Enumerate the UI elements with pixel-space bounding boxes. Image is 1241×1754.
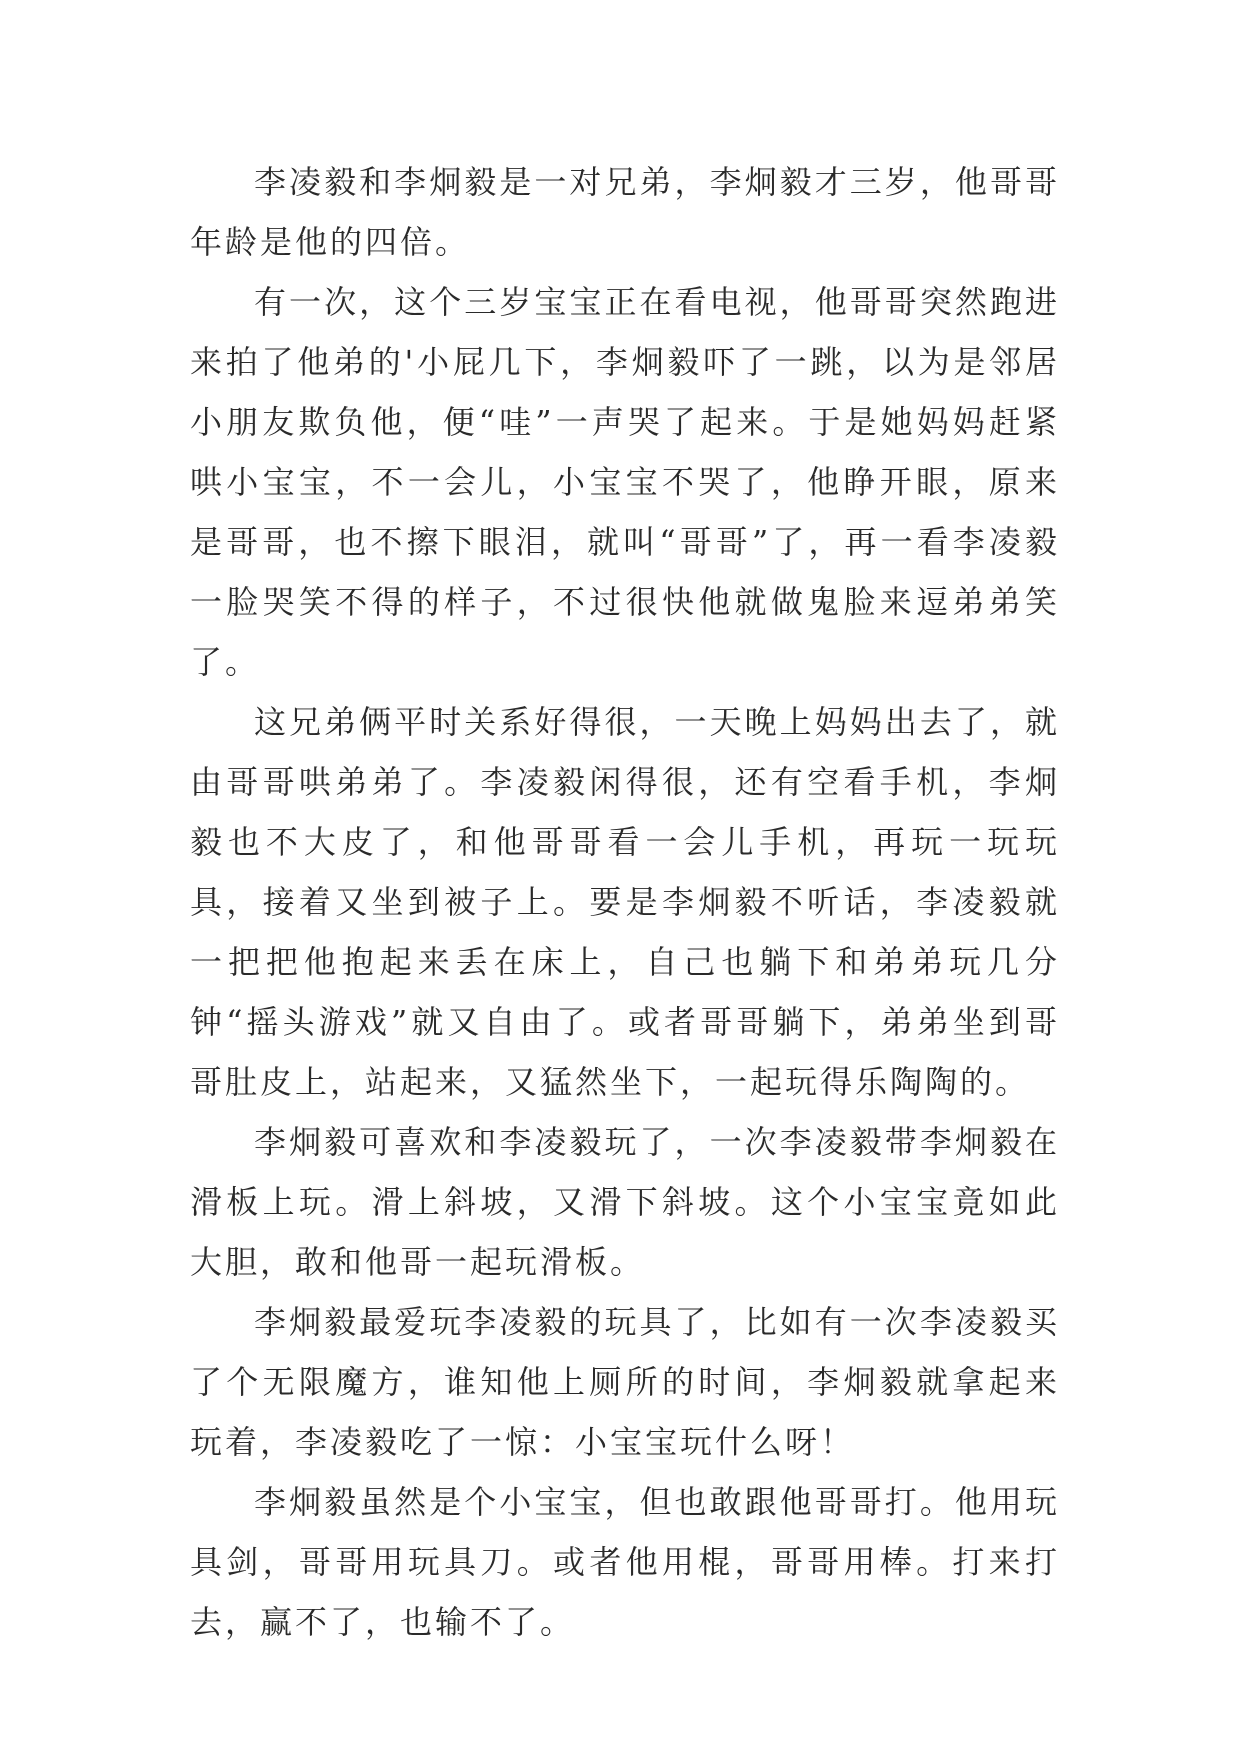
paragraph: 李炯毅最爱玩李凌毅的玩具了，比如有一次李凌毅买了个无限魔方，谁知他上厕所的时间，李炯毅就拿起来玩着，李凌毅吃了一惊：小宝宝玩什么呀！ bbox=[190, 1303, 1060, 1461]
document-body bbox=[190, 152, 1060, 1652]
paragraph: 李凌毅和李炯毅是一对兄弟，李炯毅才三岁，他哥哥年龄是他的四倍。 bbox=[190, 163, 1060, 261]
paragraph: 李炯毅可喜欢和李凌毅玩了，一次李凌毅带李炯毅在滑板上玩。滑上斜坡，又滑下斜坡。这个小宝宝竟如此大胆，敢和他哥一起玩滑板。 bbox=[190, 1123, 1060, 1281]
paragraph: 这兄弟俩平时关系好得很，一天晚上妈妈出去了，就由哥哥哄弟弟了。李凌毅闲得很，还有空看手机，李炯毅也不大皮了，和他哥哥看一会儿手机，再玩一玩玩具，接着又坐到被子上。要是李炯毅不听话，李凌毅就一把把他抱起来丢在床上，自己也躺下和弟弟玩几分钟“摇头游戏”就又自由了。或者哥哥躺下，弟弟坐到哥哥肚皮上，站起来，又猛然坐下，一起玩得乐陶陶的。 bbox=[190, 703, 1060, 1101]
paragraph: 李炯毅虽然是个小宝宝，但也敢跟他哥哥打。他用玩具剑，哥哥用玩具刀。或者他用棍，哥哥用棒。打来打去，赢不了，也输不了。 bbox=[190, 1483, 1060, 1641]
paragraph: 有一次，这个三岁宝宝正在看电视，他哥哥突然跑进来拍了他弟的'小屁几下，李炯毅吓了一跳，以为是邻居小朋友欺负他，便“哇”一声哭了起来。于是她妈妈赶紧哄小宝宝，不一会儿，小宝宝不哭了，他睁开眼，原来是哥哥，也不擦下眼泪，就叫“哥哥”了，再一看李凌毅一脸哭笑不得的样子，不过很快他就做鬼脸来逗弟弟笑了。 bbox=[190, 283, 1060, 681]
